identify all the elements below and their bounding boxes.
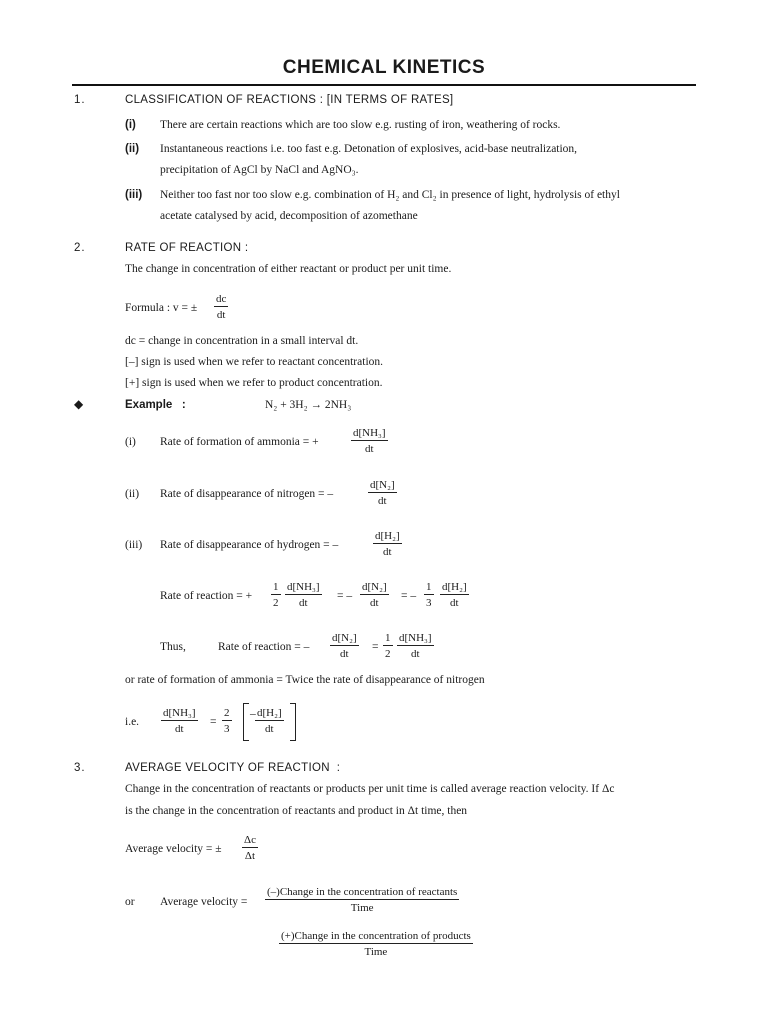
item-1-text: There are certain reactions which are too slow e.g. rusting of iron, weathering of rocks. <box>160 119 561 131</box>
or-label: or <box>125 896 135 908</box>
ie-nh3-fraction: $\frac{\text{d[NH₃]}}{dt}$ <box>163 707 196 735</box>
formula-fraction <box>214 292 228 322</box>
rate-2-label: (ii) <box>125 488 140 500</box>
thus-rate-label: Rate of reaction = – <box>218 641 310 653</box>
example-equation: N₂ + 3H₂ → 2NH₃ <box>265 399 352 411</box>
rr-equals-minus-2: = – <box>401 590 417 602</box>
ie-minus: – <box>250 708 256 720</box>
page-title: CHEMICAL KINETICS <box>282 57 486 78</box>
formula-numerator: dc <box>216 293 227 305</box>
rr-equals-minus-1: = – <box>337 590 353 602</box>
ie-two-thirds: $\frac{2}{3}$ <box>224 707 230 735</box>
rate-1-denominator: dt <box>365 443 374 455</box>
rate-of-reaction-label: Rate of reaction = + <box>160 590 253 602</box>
formula-denominator: dt <box>216 309 226 321</box>
ie-h2-fraction: $\frac{\text{d[H₂]}}{dt}$ <box>257 707 282 735</box>
avg-velocity-label-2: Average velocity = <box>160 896 248 908</box>
products-denominator: Time <box>364 946 388 958</box>
rate-3-text: Rate of disappearance of hydrogen = – <box>160 539 339 551</box>
rr-nh3-fraction: $\frac{\text{d[NH₃]}}{dt}$ <box>287 581 320 609</box>
ie-label: i.e. <box>125 716 140 728</box>
thus-equals: = <box>372 641 379 653</box>
rr-n2-fraction: $\frac{\text{d[N₂]}}{dt}$ <box>362 581 387 609</box>
note-minus-sign: [–] sign is used when we refer to reactant concentration. <box>125 356 384 368</box>
item-3-line1: Neither too fast nor too slow e.g. combination of H₂ and Cl₂ in presence of light, hydrolysis of ethyl <box>160 189 620 201</box>
section-3-line1: Change in the concentration of reactants or products per unit time is called average reaction velocity. If Δc <box>125 783 615 795</box>
rate-1-fraction <box>351 426 388 456</box>
thus-nh3-fraction: $\frac{\text{d[NH₃]}}{dt}$ <box>399 632 432 660</box>
bullet-diamond-icon: ◆ <box>74 397 84 411</box>
rate-3-label: (iii) <box>125 539 143 551</box>
item-3-line2: acetate catalysed by acid, decomposition of azomethane <box>160 210 418 222</box>
rr-h2-fraction: $\frac{\text{d[H₂]}}{dt}$ <box>442 581 467 609</box>
section-2-heading: RATE OF REACTION : <box>125 242 249 254</box>
section-1-heading: CLASSIFICATION OF REACTIONS : [IN TERMS OF RATES] <box>125 94 454 106</box>
reactants-fraction <box>265 885 459 915</box>
note-plus-sign: [+] sign is used when we refer to product concentration. <box>125 377 383 389</box>
item-1-label: (i) <box>125 119 136 131</box>
products-numerator: (+)Change in the concentration of products <box>281 930 471 942</box>
rate-1-numerator: d[NH₃] <box>353 427 386 439</box>
rate-2-numerator: d[N₂] <box>370 479 395 491</box>
thus-n2-fraction: $\frac{\text{d[N₂]}}{dt}$ <box>332 632 357 660</box>
products-fraction <box>279 929 473 959</box>
avg-velocity-fraction: $\frac{\Delta c}{\Delta t}$ <box>244 834 256 862</box>
section-3-line2: is the change in the concentration of reactants and product in Δt time, then <box>125 805 468 817</box>
rate-1-label: (i) <box>125 436 136 448</box>
title-rule <box>72 84 696 86</box>
rate-1-text: Rate of formation of ammonia = + <box>160 436 319 448</box>
item-2-line2: precipitation of AgCl by NaCl and AgNO₃. <box>160 164 359 176</box>
reactants-numerator: (–)Change in the concentration of reactants <box>267 886 458 898</box>
ie-equals: = <box>210 716 217 728</box>
note-dc: dc = change in concentration in a small interval dt. <box>125 335 359 347</box>
thus-one-half: $\frac{1}{2}$ <box>385 632 391 660</box>
example-label: Example : <box>125 399 186 411</box>
rate-2-fraction <box>368 478 397 508</box>
rr-one-third: $\frac{1}{3}$ <box>426 581 432 609</box>
section-3-number: 3. <box>74 762 86 774</box>
rate-2-text: Rate of disappearance of nitrogen = – <box>160 488 334 500</box>
ie-left-bracket <box>243 703 249 741</box>
section-1-number: 1. <box>74 94 86 106</box>
item-2-label: (ii) <box>125 143 140 155</box>
section-2-number: 2. <box>74 242 86 254</box>
or-rate-statement: or rate of formation of ammonia = Twice the rate of disappearance of nitrogen <box>125 674 485 686</box>
thus-label: Thus, <box>160 641 186 653</box>
rr-one-half: $\frac{1}{2}$ <box>273 581 279 609</box>
item-3-label: (iii) <box>125 189 143 201</box>
ie-right-bracket <box>290 703 296 741</box>
avg-velocity-label: Average velocity = ± <box>125 843 222 855</box>
rate-3-denominator: dt <box>383 546 392 558</box>
rate-3-numerator: d[H₂] <box>375 530 400 542</box>
section-3-heading: AVERAGE VELOCITY OF REACTION : <box>125 762 341 774</box>
formula-label: Formula : v = ± <box>125 302 198 314</box>
item-2-line1: Instantaneous reactions i.e. too fast e.g. Detonation of explosives, acid-base neutralization, <box>160 143 578 155</box>
reactants-denominator: Time <box>350 902 374 914</box>
rate-definition: The change in concentration of either reactant or product per unit time. <box>125 263 452 275</box>
rate-3-fraction <box>373 529 402 559</box>
rate-2-denominator: dt <box>378 495 387 507</box>
